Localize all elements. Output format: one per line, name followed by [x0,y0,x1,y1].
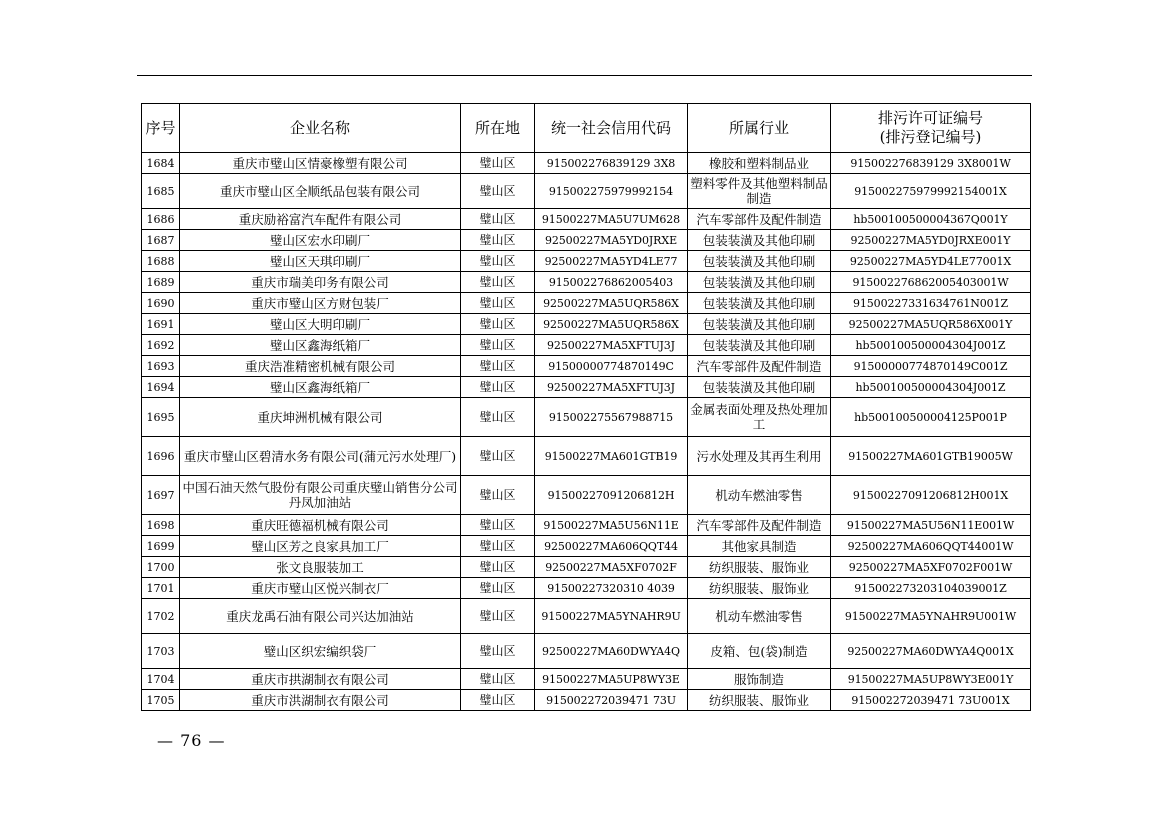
cell-industry: 皮箱、包(袋)制造 [688,634,831,669]
cell-permit-number: 92500227MA5UQR586X001Y [831,314,1031,335]
cell-location: 璧山区 [461,356,535,377]
cell-location: 璧山区 [461,251,535,272]
table-row [142,599,1031,634]
cell-permit-number: 915002276839129 3X8001W [831,153,1031,174]
cell-credit-code: 91500227MA601GTB19 [535,437,688,476]
cell-location: 璧山区 [461,515,535,536]
cell-seq: 1684 [142,153,180,174]
table-row [142,398,1031,437]
table-row [142,251,1031,272]
cell-location: 璧山区 [461,335,535,356]
cell-permit-number: 92500227MA5YD4LE77001X [831,251,1031,272]
table-row [142,634,1031,669]
cell-credit-code: 915002276862005403 [535,272,688,293]
cell-seq: 1700 [142,557,180,578]
cell-credit-code: 92500227MA5XFTUJ3J [535,335,688,356]
table-row [142,174,1031,209]
cell-industry: 机动车燃油零售 [688,599,831,634]
cell-credit-code: 91500227MA5U7UM628 [535,209,688,230]
cell-location: 璧山区 [461,293,535,314]
cell-enterprise-name: 重庆龙禹石油有限公司兴达加油站 [180,599,461,634]
cell-credit-code: 92500227MA5XF0702F [535,557,688,578]
cell-permit-number: 91500227MA5YNAHR9U001W [831,599,1031,634]
cell-seq: 1704 [142,669,180,690]
cell-enterprise-name: 重庆市璧山区碧清水务有限公司(蒲元污水处理厂) [180,437,461,476]
table-row [142,153,1031,174]
table-row [142,476,1031,515]
cell-enterprise-name: 重庆市璧山区方财包装厂 [180,293,461,314]
header-credit-code: 统一社会信用代码 [535,104,688,153]
cell-location: 璧山区 [461,437,535,476]
cell-industry: 包装装潢及其他印刷 [688,293,831,314]
table-row [142,293,1031,314]
cell-industry: 汽车零部件及配件制造 [688,209,831,230]
cell-enterprise-name: 重庆市璧山区悦兴制衣厂 [180,578,461,599]
cell-credit-code: 91500000774870149C [535,356,688,377]
cell-permit-number: 91500227091206812H001X [831,476,1031,515]
cell-enterprise-name: 璧山区织宏编织袋厂 [180,634,461,669]
cell-location: 璧山区 [461,174,535,209]
cell-industry: 机动车燃油零售 [688,476,831,515]
cell-seq: 1697 [142,476,180,515]
cell-seq: 1703 [142,634,180,669]
cell-permit-number: 915002272039471 73U001X [831,690,1031,711]
cell-industry: 包装装潢及其他印刷 [688,314,831,335]
table-row [142,377,1031,398]
table-row [142,669,1031,690]
cell-seq: 1686 [142,209,180,230]
cell-enterprise-name: 张文良服装加工 [180,557,461,578]
cell-permit-number: 91500227MA5UP8WY3E001Y [831,669,1031,690]
cell-seq: 1695 [142,398,180,437]
cell-enterprise-name: 璧山区宏水印刷厂 [180,230,461,251]
cell-industry: 塑料零件及其他塑料制品制造 [688,174,831,209]
cell-seq: 1688 [142,251,180,272]
cell-seq: 1696 [142,437,180,476]
cell-seq: 1685 [142,174,180,209]
cell-industry: 汽车零部件及配件制造 [688,356,831,377]
cell-location: 璧山区 [461,557,535,578]
table-row [142,690,1031,711]
cell-location: 璧山区 [461,634,535,669]
cell-enterprise-name: 璧山区鑫海纸箱厂 [180,335,461,356]
cell-credit-code: 915002275979992154 [535,174,688,209]
table-row [142,272,1031,293]
cell-location: 璧山区 [461,690,535,711]
cell-enterprise-name: 重庆市瑞美印务有限公司 [180,272,461,293]
cell-location: 璧山区 [461,578,535,599]
cell-location: 璧山区 [461,153,535,174]
cell-location: 璧山区 [461,536,535,557]
table-row [142,557,1031,578]
cell-permit-number: 92500227MA606QQT44001W [831,536,1031,557]
cell-industry: 其他家具制造 [688,536,831,557]
cell-enterprise-name: 中国石油天然气股份有限公司重庆璧山销售分公司丹凤加油站 [180,476,461,515]
header-name: 企业名称 [180,104,461,153]
cell-credit-code: 92500227MA60DWYA4Q [535,634,688,669]
header-seq: 序号 [142,104,180,153]
pollution-permit-table [141,103,1031,711]
cell-enterprise-name: 重庆旺德福机械有限公司 [180,515,461,536]
cell-enterprise-name: 重庆市洪湖制衣有限公司 [180,690,461,711]
cell-permit-number: hb500100500004304J001Z [831,335,1031,356]
cell-seq: 1702 [142,599,180,634]
cell-seq: 1701 [142,578,180,599]
cell-enterprise-name: 璧山区天琪印刷厂 [180,251,461,272]
cell-location: 璧山区 [461,230,535,251]
cell-enterprise-name: 重庆坤洲机械有限公司 [180,398,461,437]
cell-enterprise-name: 重庆浩准精密机械有限公司 [180,356,461,377]
cell-credit-code: 91500227MA5UP8WY3E [535,669,688,690]
cell-credit-code: 92500227MA5XFTUJ3J [535,377,688,398]
cell-industry: 污水处理及其再生利用 [688,437,831,476]
cell-permit-number: 92500227MA5YD0JRXE001Y [831,230,1031,251]
cell-credit-code: 92500227MA5UQR586X [535,314,688,335]
cell-enterprise-name: 重庆市璧山区全顺纸品包装有限公司 [180,174,461,209]
top-rule [137,75,1032,76]
header-permit-line1: 排污许可证编号 [877,109,983,127]
table-row [142,209,1031,230]
cell-seq: 1698 [142,515,180,536]
cell-credit-code: 915002275567988715 [535,398,688,437]
cell-industry: 包装装潢及其他印刷 [688,272,831,293]
cell-enterprise-name: 璧山区芳之良家具加工厂 [180,536,461,557]
cell-permit-number: 92500227MA5XF0702F001W [831,557,1031,578]
cell-seq: 1694 [142,377,180,398]
table-row [142,230,1031,251]
table-row [142,314,1031,335]
cell-enterprise-name: 璧山区大明印刷厂 [180,314,461,335]
table-row [142,335,1031,356]
cell-industry: 服饰制造 [688,669,831,690]
table-row [142,536,1031,557]
cell-industry: 包装装潢及其他印刷 [688,251,831,272]
table-row [142,515,1031,536]
cell-credit-code: 915002276839129 3X8 [535,153,688,174]
cell-industry: 纺织服装、服饰业 [688,578,831,599]
cell-permit-number: 91500227MA5U56N11E001W [831,515,1031,536]
cell-industry: 汽车零部件及配件制造 [688,515,831,536]
cell-seq: 1705 [142,690,180,711]
cell-location: 璧山区 [461,669,535,690]
page-number: — 76 — [157,731,226,750]
table-header-row [142,104,1031,153]
cell-enterprise-name: 璧山区鑫海纸箱厂 [180,377,461,398]
cell-seq: 1689 [142,272,180,293]
cell-credit-code: 91500227091206812H [535,476,688,515]
cell-industry: 纺织服装、服饰业 [688,557,831,578]
cell-credit-code: 915002272039471 73U [535,690,688,711]
cell-industry: 金属表面处理及热处理加工 [688,398,831,437]
header-industry: 所属行业 [688,104,831,153]
cell-industry: 橡胶和塑料制品业 [688,153,831,174]
cell-permit-number: 915002275979992154001X [831,174,1031,209]
cell-credit-code: 91500227320310 4039 [535,578,688,599]
cell-permit-number: hb500100500004304J001Z [831,377,1031,398]
cell-industry: 包装装潢及其他印刷 [688,230,831,251]
cell-credit-code: 91500227MA5YNAHR9U [535,599,688,634]
cell-seq: 1690 [142,293,180,314]
cell-seq: 1687 [142,230,180,251]
cell-seq: 1693 [142,356,180,377]
table-row [142,578,1031,599]
header-permit [831,104,1031,153]
cell-industry: 包装装潢及其他印刷 [688,377,831,398]
cell-permit-number: 915002276862005403001W [831,272,1031,293]
cell-location: 璧山区 [461,398,535,437]
cell-permit-number: hb500100500004125P001P [831,398,1031,437]
cell-location: 璧山区 [461,377,535,398]
cell-enterprise-name: 重庆励裕富汽车配件有限公司 [180,209,461,230]
cell-permit-number: hb500100500004367Q001Y [831,209,1031,230]
cell-location: 璧山区 [461,476,535,515]
cell-seq: 1691 [142,314,180,335]
table-row [142,437,1031,476]
cell-permit-number: 91500227MA601GTB19005W [831,437,1031,476]
cell-credit-code: 92500227MA5YD0JRXE [535,230,688,251]
cell-permit-number: 91500000774870149C001Z [831,356,1031,377]
cell-location: 璧山区 [461,209,535,230]
cell-seq: 1699 [142,536,180,557]
cell-industry: 包装装潢及其他印刷 [688,335,831,356]
table-row [142,356,1031,377]
cell-credit-code: 91500227MA5U56N11E [535,515,688,536]
cell-permit-number: 91500227331634761N001Z [831,293,1031,314]
cell-permit-number: 92500227MA60DWYA4Q001X [831,634,1031,669]
header-location: 所在地 [461,104,535,153]
cell-credit-code: 92500227MA5YD4LE77 [535,251,688,272]
cell-location: 璧山区 [461,272,535,293]
cell-location: 璧山区 [461,314,535,335]
cell-enterprise-name: 重庆市拱湖制衣有限公司 [180,669,461,690]
cell-seq: 1692 [142,335,180,356]
cell-industry: 纺织服装、服饰业 [688,690,831,711]
cell-enterprise-name: 重庆市璧山区情豪橡塑有限公司 [180,153,461,174]
header-permit-line2: (排污登记编号) [879,128,982,146]
cell-credit-code: 92500227MA606QQT44 [535,536,688,557]
cell-location: 璧山区 [461,599,535,634]
cell-permit-number: 915002273203104039001Z [831,578,1031,599]
cell-credit-code: 92500227MA5UQR586X [535,293,688,314]
